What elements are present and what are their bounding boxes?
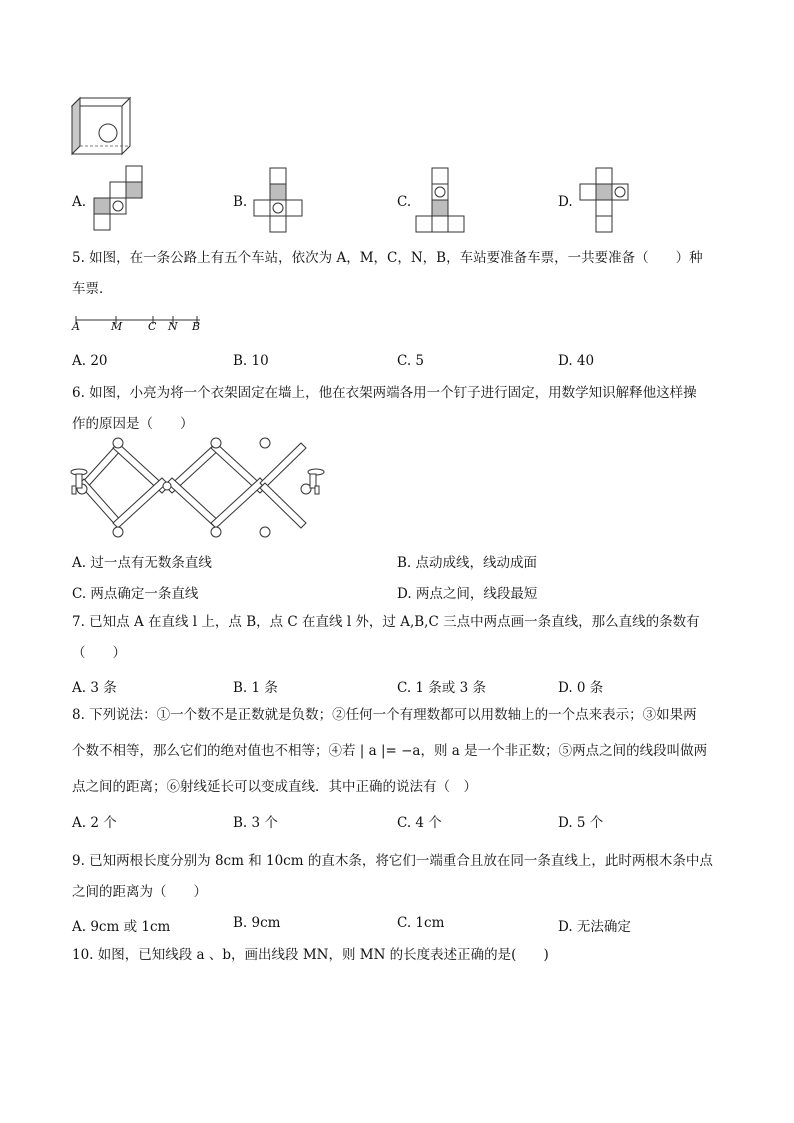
q9-option-a[interactable]: A. 9cm 或 1cm [72,919,171,935]
q7-text-line1: 7. 已知点 A 在直线 l 上，点 B，点 C 在直线 l 外，过 A,B,C 三点中两点画一条直线，那么直线的条数有 [72,614,700,630]
q8-option-a[interactable]: A. 2 个 [72,815,117,831]
q10-text-line1: 10. 如图，已知线段 a 、b，画出线段 MN，则 MN 的长度表述正确的是( ) [72,947,549,963]
label-b: B [192,320,201,333]
q5-option-d[interactable]: D. 40 [558,353,595,369]
q5-line-figure [72,312,212,336]
q9-option-b[interactable]: B. 9cm [233,915,281,931]
label-n: N [168,320,178,333]
label-a: A [72,320,80,333]
option-b[interactable]: B. [233,194,248,210]
q9-option-d[interactable]: D. 无法确定 [558,919,631,935]
option-a[interactable]: A. [72,194,87,210]
option-c[interactable]: C. [397,194,412,210]
q7-option-b[interactable]: B. 1 条 [233,680,278,696]
q7-option-c[interactable]: C. 1 条或 3 条 [397,680,486,696]
q6-option-d[interactable]: D. 两点之间，线段最短 [397,586,538,602]
coat-rack-figure [70,436,330,546]
cube-figure [72,98,132,158]
q7-option-a[interactable]: A. 3 条 [72,680,117,696]
q5-text-line1: 5. 如图，在一条公路上有五个车站，依次为 A，M，C，N，B，车站要准备车票，一共要准备（ ）种 [72,250,703,266]
q9-text-line1: 9. 已知两根长度分别为 8cm 和 10cm 的直木条，将它们一端重合且放在同一条直线上，此时两根木条中点 [72,853,713,869]
net-figure-d [580,166,640,232]
q9-text-line2: 之间的距离为（ ） [72,884,207,900]
q6-option-a[interactable]: A. 过一点有无数条直线 [72,555,212,571]
q5-option-a[interactable]: A. 20 [72,353,108,369]
q5-text-line2: 车票． [72,281,113,297]
q5-option-b[interactable]: B. 10 [233,353,269,369]
q7-text-line2: （ ） [72,645,126,661]
q8-option-d[interactable]: D. 5 个 [558,815,604,831]
q5-option-c[interactable]: C. 5 [397,353,425,369]
net-figure-a [92,166,152,232]
q8-option-b[interactable]: B. 3 个 [233,815,278,831]
q8-text-line2: 个数不相等，那么它们的绝对值也不相等；④若 | a |= −a，则 a 是一个非正数；⑤两点之间的线段叫做两 [72,743,708,759]
q6-text-line1: 6. 如图，小亮为将一个衣架固定在墙上，他在衣架两端各用一个钉子进行固定，用数学知识解释他这样操 [72,385,697,401]
q8-option-c[interactable]: C. 4 个 [397,815,442,831]
q6-option-b[interactable]: B. 点动成线，线动成面 [397,555,538,571]
net-figure-c [416,166,476,232]
label-m: M [111,320,123,333]
label-c: C [148,320,157,333]
q6-text-line2: 作的原因是（ ） [72,416,194,432]
q9-option-c[interactable]: C. 1cm [397,915,445,931]
option-d[interactable]: D. [558,194,573,210]
q7-option-d[interactable]: D. 0 条 [558,680,604,696]
q6-option-c[interactable]: C. 两点确定一条直线 [72,586,199,602]
q8-text-line1: 8. 下列说法：①一个数不是正数就是负数；②任何一个有理数都可以用数轴上的一个点来表示；③如果两 [72,707,697,723]
q8-text-line3: 点之间的距离；⑥射线延长可以变成直线．其中正确的说法有（ ） [72,779,477,795]
net-figure-b [254,166,314,232]
